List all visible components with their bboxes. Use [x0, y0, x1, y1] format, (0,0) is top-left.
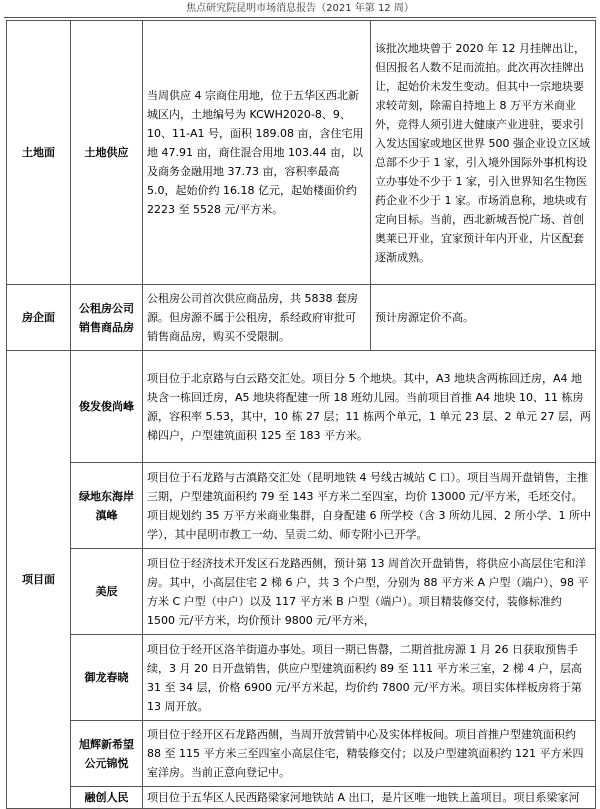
report-table	[6, 20, 596, 809]
subtitle-public-rental: 公租房公司销售商品房	[71, 285, 143, 351]
project-detail: 项目位于经开区石龙路西侧，当周开放营销中心及实体样板间。项目首推户型建筑面积约 88 至 115 平方米三至四室小高层住宅，精装修交付；以及户型建筑面积约 121 平方米四室洋房。当前正意向登记中。	[143, 721, 596, 787]
project-detail: 项目位于经济技术开发区石龙路西侧，预计第 13 周首次开盘销售，将供应小高层住宅和洋房。其中，小高层住宅 2 梯 6 户，共 3 个户型，分别为 88 平方米 A 户型（端户）、98 平方米 C 户型（中户）以及 117 平方米 B 户型（端户）。项目精装修交付，装修标准约 1500 元/平方米，均价预计 9800 元/平方米，	[143, 549, 596, 635]
project-detail: 项目位于五华区人民西路梁家河地铁站 A 出口，是片区唯一地铁上盖项目。项目系梁家河	[143, 787, 596, 809]
project-detail: 项目位于经开区洛羊街道办事处。项目一期已售罄，二期首批房源 1 月 26 日获取预售手续，3 月 20 日开盘销售，供应户型建筑面积约 89 至 111 平方米三室，2 梯 4 户，层高 31 至 34 层，价格 6900 元/平方米起，均价约 7800 元/平方米。项目实体样板房将于第 13 周开放。	[143, 635, 596, 721]
developer-note: 预计房源定价不高。	[371, 285, 596, 351]
table-row	[7, 721, 596, 787]
project-name: 绿地东海岸滇峰	[71, 463, 143, 549]
project-detail: 项目位于石龙路与古滇路交汇处（昆明地铁 4 号线古城站 C 口）。项目当周开盘销售，主推三期，户型建筑面积约 79 至 143 平方米二至四室，均价 13000 元/平方米，毛坯交付。项目规划约 35 万平方米商业集群，自身配建 6 所学校（含 3 所幼儿园、2 所小学、1 所中学），其中昆明市教工一幼、呈贡二幼、师专附小已开学。	[143, 463, 596, 549]
report-header: 焦点研究院昆明市场消息报告（2021 年第 12 周）	[186, 3, 414, 14]
project-name: 美辰	[71, 549, 143, 635]
project-name: 旭辉新希望公元锦悦	[71, 721, 143, 787]
category-developer: 房企面	[7, 285, 71, 351]
developer-detail: 公租房公司首次供应商品房，共 5838 套房源。但房源不属于公租房，系经政府审批可销售商品房，购买不受限制。	[143, 285, 371, 351]
land-detail: 当周供应 4 宗商住用地，位于五华区西北新城区内，土地编号为 KCWH2020-8、9、10、11-A1 号，面积 189.08 亩，含住宅用地 47.91 亩，商住混合用地 103.44 亩，以及商务金融用地 37.73 亩，容积率最高 5.0，起始价约 16.18 亿元，起始楼面价约 2223 至 5528 元/平方米。	[143, 21, 371, 285]
developer-row	[7, 285, 596, 351]
subtitle-land-supply: 土地供应	[71, 21, 143, 285]
category-land: 土地面	[7, 21, 71, 285]
land-row	[7, 21, 596, 285]
table-row	[7, 351, 596, 463]
project-name: 俊发俊尚峰	[71, 351, 143, 463]
table-row	[7, 549, 596, 635]
land-note: 该批次地块曾于 2020 年 12 月挂牌出让，但因报名人数不足而流拍。此次再次挂牌出让，起始价未发生变动。但其中一宗地块要求较苛刻，除需自持地上 8 万平方米商业外，竞得人须引进大健康产业进驻，要求引入发达国家或地区世界 500 强企业设立区域总部不少于 1 家，引入境外国际外事机构设立办事处不少于 1 家，引入世界知名生物医药企业不少于 1 家。市场消息称，地块或有定向目标。当前，西北新城吾悦广场、首创奥莱已开业，宜家预计年内开业，片区配套逐渐成熟。	[371, 21, 596, 285]
project-detail: 项目位于北京路与白云路交汇处。项目分 5 个地块。其中，A3 地块含两栋回迁房，A4 地块含一栋回迁房，A5 地块将配建一所 18 班幼儿园。当前项目首推 A4 地块 10、11 栋房源，容积率 5.53，其中，10 栋 27 层；11 栋两个单元，1 单元 23 层、2 单元 27 层，两梯四户，户型建筑面积 125 至 183 平方米。	[143, 351, 596, 463]
project-name: 御龙春晓	[71, 635, 143, 721]
table-row	[7, 635, 596, 721]
header-divider	[4, 17, 596, 18]
project-name: 融创人民	[71, 787, 143, 809]
category-projects: 项目面	[7, 351, 71, 809]
table-row	[7, 463, 596, 549]
